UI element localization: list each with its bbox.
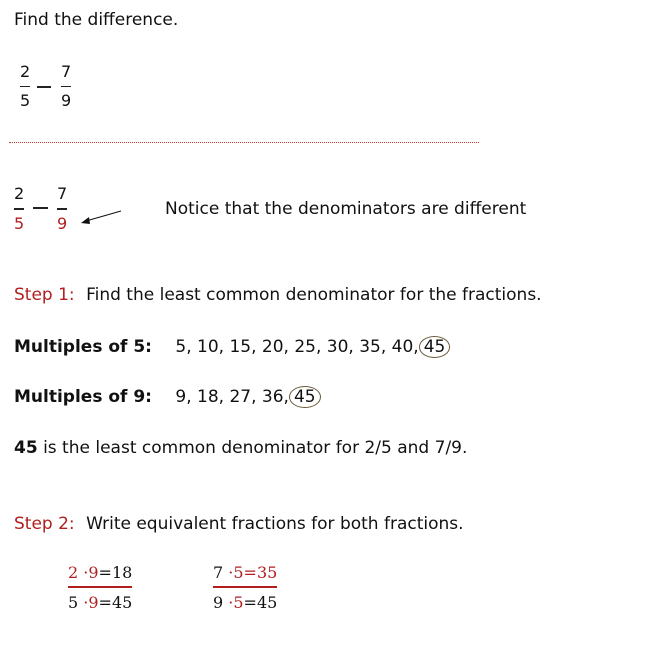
multiples-9-list: 9, 18, 27, 36,	[175, 387, 289, 407]
conclusion-lcd: 45	[14, 438, 38, 458]
step2-line	[14, 514, 464, 534]
multiples-5-list: 5, 10, 15, 20, 25, 30, 35, 40,	[175, 337, 419, 357]
step1-text: Find the least common denominator for the fractions.	[86, 285, 542, 305]
conclusion-line	[14, 438, 467, 458]
denominator: 5	[14, 214, 25, 233]
equiv2-num-value: 7	[213, 563, 224, 582]
arrow-left-icon	[78, 208, 124, 226]
minus-sign	[33, 207, 48, 209]
denominator: 9	[57, 214, 68, 233]
step1-line	[14, 285, 542, 305]
notice-text: Notice that the denominators are different	[165, 199, 527, 219]
step2-label: Step 2:	[14, 514, 75, 534]
equiv2-numerator	[213, 563, 277, 583]
numerator: 2	[14, 184, 25, 203]
multiples-5-line	[14, 336, 450, 358]
equiv1-num-multiplier: ·9	[78, 563, 99, 582]
equiv1-den-result: =45	[98, 593, 133, 612]
step2-text: Write equivalent fractions for both fractions.	[86, 514, 464, 534]
step1-label: Step 1:	[14, 285, 75, 305]
conclusion-text: is the least common denominator for 2/5 and 7/9.	[37, 438, 468, 458]
multiples-5-label: Multiples of 5:	[14, 337, 152, 357]
lcd-circle-9: 45	[289, 386, 321, 408]
numerator: 7	[57, 184, 68, 203]
equiv1-den-value: 5	[68, 593, 79, 612]
equiv1-denominator	[68, 593, 132, 613]
prompt-text: Find the difference.	[14, 10, 179, 30]
equivalent-fraction-1	[68, 563, 132, 613]
equiv2-den-result: =45	[243, 593, 278, 612]
equiv2-den-value: 9	[213, 593, 224, 612]
fraction-bar	[61, 86, 71, 87]
worked-fraction-1	[14, 184, 24, 234]
section-divider	[9, 142, 479, 143]
problem-fraction-1	[20, 62, 30, 111]
worked-fraction-2	[57, 184, 67, 234]
denominator: 5	[20, 91, 31, 110]
denominator: 9	[61, 91, 72, 110]
equiv1-den-multiplier: ·9	[78, 593, 99, 612]
multiples-9-label: Multiples of 9:	[14, 387, 152, 407]
equivalent-fraction-2	[213, 563, 277, 613]
equiv1-num-value: 2	[68, 563, 79, 582]
fraction-bar	[20, 86, 30, 87]
equiv2-num-multiplier: ·5	[223, 563, 244, 582]
equiv2-denominator	[213, 593, 277, 613]
equiv1-numerator	[68, 563, 132, 583]
numerator: 2	[20, 62, 31, 81]
problem-fraction-2	[61, 62, 71, 111]
multiples-9-line	[14, 386, 321, 408]
equiv2-den-multiplier: ·5	[223, 593, 244, 612]
equiv1-num-result: =18	[98, 563, 133, 582]
fraction-bar	[57, 208, 67, 210]
fraction-bar	[14, 208, 24, 210]
equiv1-bar	[68, 586, 132, 588]
numerator: 7	[61, 62, 72, 81]
equiv2-bar	[213, 586, 277, 588]
equiv2-num-result: =35	[243, 563, 278, 582]
minus-sign	[37, 86, 51, 88]
lcd-circle-5: 45	[419, 336, 451, 358]
